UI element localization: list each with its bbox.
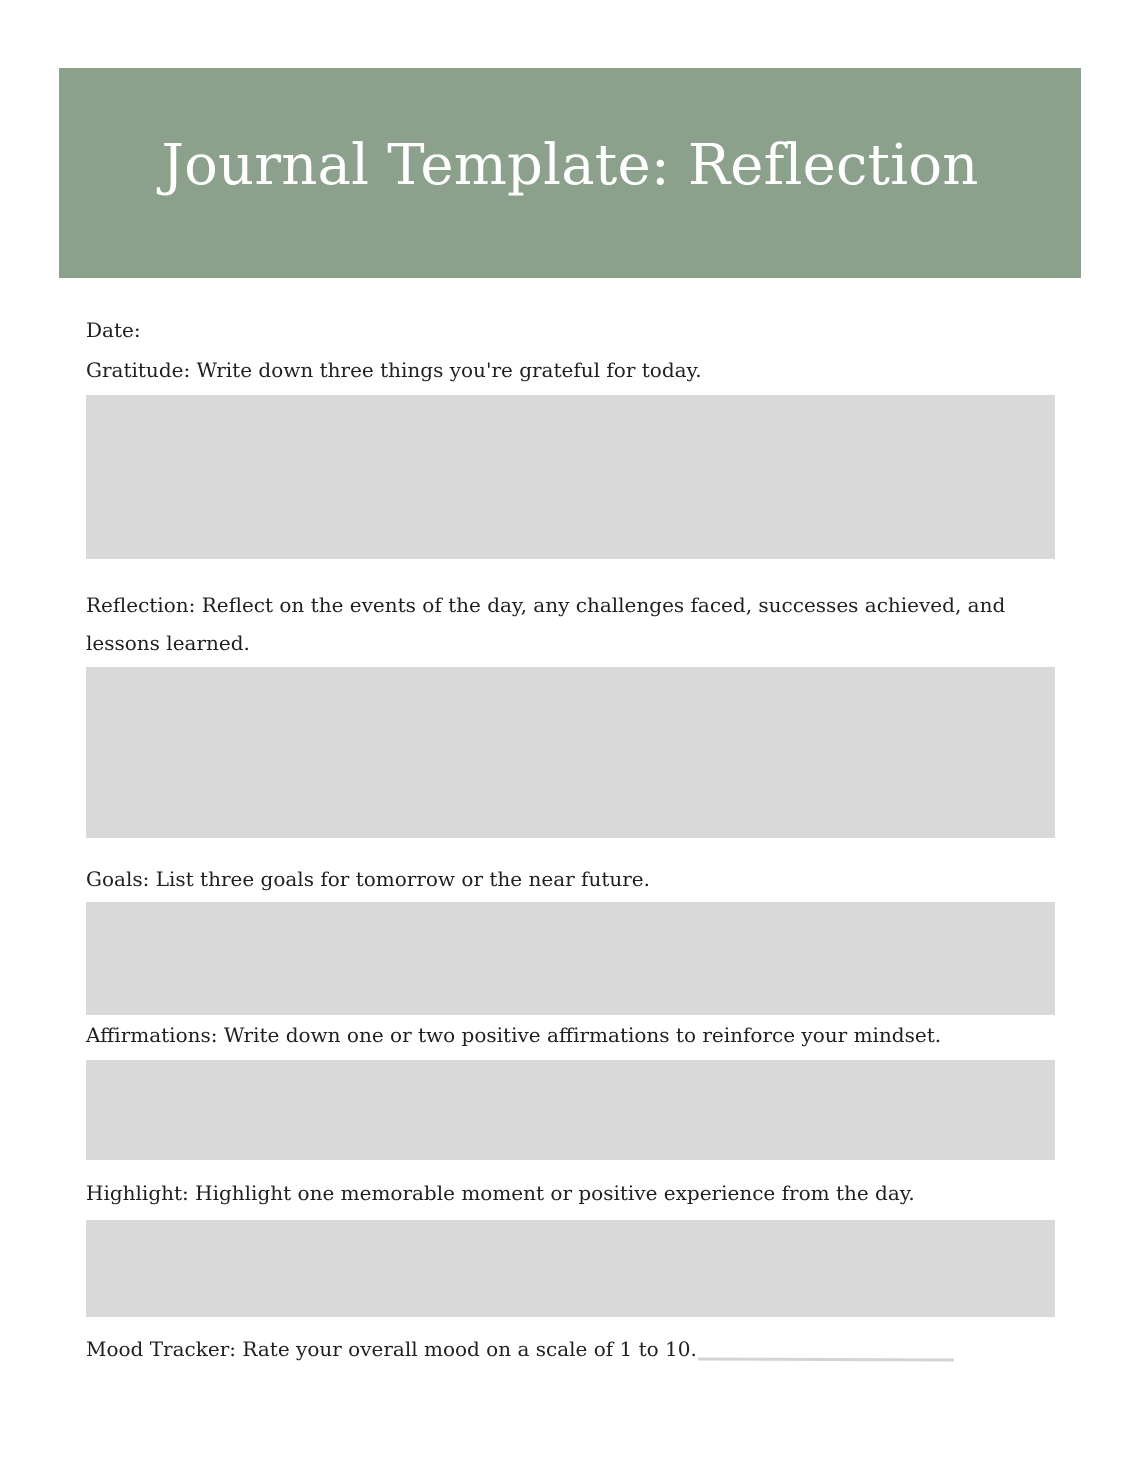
reflection-label: Reflection: Reflect on the events of the day, any challenges faced, successes achieved, and lessons learned. xyxy=(86,593,1006,655)
gratitude-input-box[interactable] xyxy=(86,395,1055,559)
mood-rating-line[interactable] xyxy=(698,1358,954,1362)
header-banner xyxy=(59,68,1081,278)
affirmations-input-box[interactable] xyxy=(86,1060,1055,1160)
highlight-label: Highlight: Highlight one memorable moment or positive experience from the day. xyxy=(86,1181,915,1205)
reflection-input-box[interactable] xyxy=(86,667,1055,838)
affirmations-label: Affirmations: Write down one or two positive affirmations to reinforce your mindset. xyxy=(86,1023,942,1047)
page-title: Journal Template: Reflection xyxy=(161,132,979,198)
date-label: Date: xyxy=(86,318,141,342)
highlight-input-box[interactable] xyxy=(86,1220,1055,1317)
gratitude-label: Gratitude: Write down three things you're grateful for today. xyxy=(86,358,702,382)
goals-label: Goals: List three goals for tomorrow or the near future. xyxy=(86,867,650,891)
goals-input-box[interactable] xyxy=(86,902,1055,1015)
mood-label: Mood Tracker: Rate your overall mood on a scale of 1 to 10. xyxy=(86,1337,697,1361)
